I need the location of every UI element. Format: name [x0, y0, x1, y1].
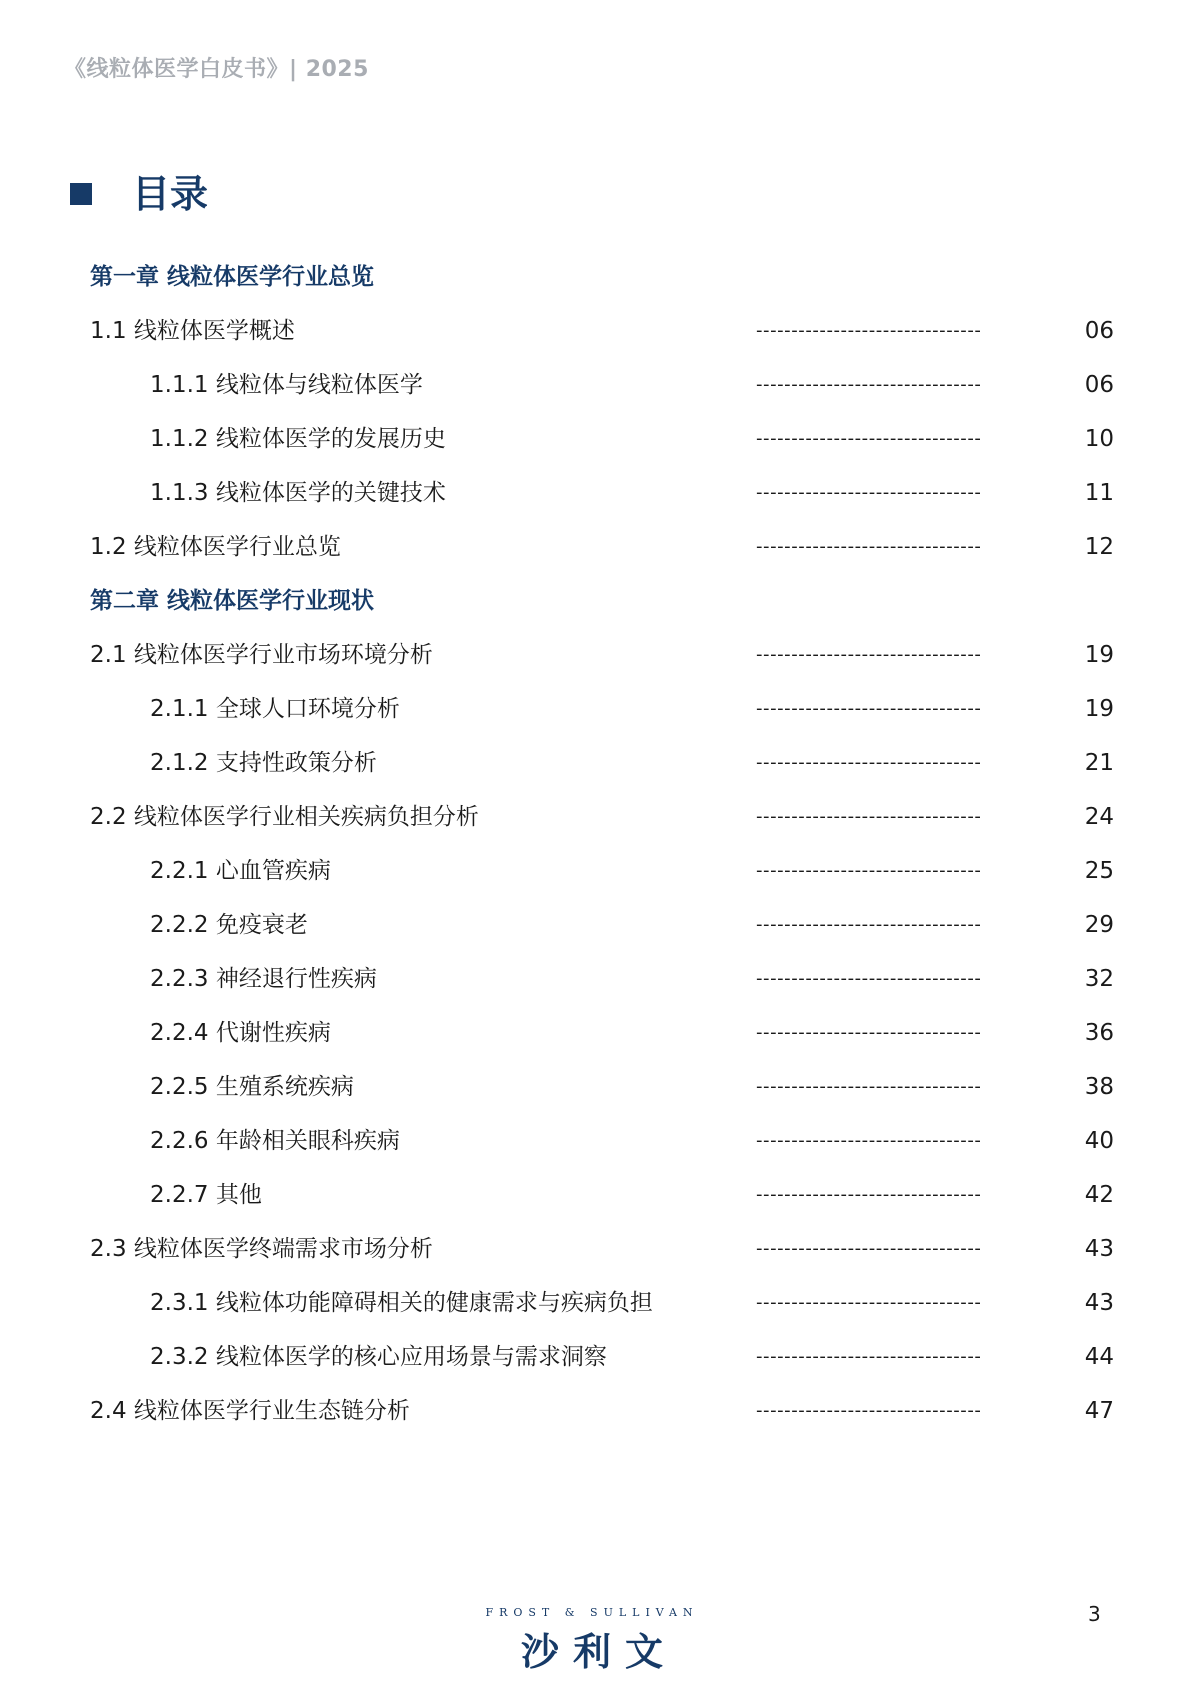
toc-leader-dashes: -------------------------------- [756, 698, 982, 719]
toc-entry-label: 1.1 线粒体医学概述 [90, 318, 295, 344]
toc-entry-label: 1.1.2 线粒体医学的发展历史 [150, 426, 446, 452]
toc-entry-label: 1.1.1 线粒体与线粒体医学 [150, 372, 423, 398]
toc-entry[interactable] [0, 1014, 1184, 1068]
toc-page-number: 44 [1084, 1344, 1114, 1370]
toc-page-number: 12 [1084, 534, 1114, 560]
toc-leader-dashes: -------------------------------- [756, 806, 982, 827]
toc-entry-label: 2.2 线粒体医学行业相关疾病负担分析 [90, 804, 479, 830]
toc-entry[interactable] [0, 1338, 1184, 1392]
toc-leader-dashes: -------------------------------- [756, 428, 982, 449]
toc-leader-dashes: -------------------------------- [756, 752, 982, 773]
square-bullet-icon [70, 183, 92, 205]
toc-entry[interactable] [0, 474, 1184, 528]
toc-entry-label: 1.1.3 线粒体医学的关键技术 [150, 480, 446, 506]
toc-leader-dashes: -------------------------------- [756, 320, 982, 341]
toc-entry-label: 2.3.1 线粒体功能障碍相关的健康需求与疾病负担 [150, 1290, 653, 1316]
toc-leader-dashes: -------------------------------- [756, 536, 982, 557]
toc-entry[interactable] [0, 1230, 1184, 1284]
toc-page-number: 29 [1084, 912, 1114, 938]
toc-page-number: 38 [1084, 1074, 1114, 1100]
toc-entry[interactable] [0, 1176, 1184, 1230]
toc-entry-label: 第一章 线粒体医学行业总览 [90, 264, 375, 290]
toc-page-number: 47 [1084, 1398, 1114, 1424]
toc-entry-label: 2.2.7 其他 [150, 1182, 262, 1208]
toc-entry-label: 1.2 线粒体医学行业总览 [90, 534, 341, 560]
toc-page-number: 43 [1084, 1290, 1114, 1316]
document-header: 《线粒体医学白皮书》| 2025 [64, 57, 369, 82]
toc-entry-label: 2.1.1 全球人口环境分析 [150, 696, 400, 722]
toc-chapter-heading[interactable] [0, 258, 1184, 312]
toc-entry[interactable] [0, 1392, 1184, 1446]
toc-leader-dashes: -------------------------------- [756, 1238, 982, 1259]
toc-entry[interactable] [0, 744, 1184, 798]
toc-entry[interactable] [0, 312, 1184, 366]
toc-leader-dashes: -------------------------------- [756, 1022, 982, 1043]
toc-page-number: 11 [1084, 480, 1114, 506]
toc-entry-label: 2.1 线粒体医学行业市场环境分析 [90, 642, 433, 668]
table-of-contents [0, 258, 1184, 1446]
logo-english-text: FROST & SULLIVAN [485, 1606, 699, 1619]
toc-entry-label: 2.4 线粒体医学行业生态链分析 [90, 1398, 410, 1424]
toc-leader-dashes: -------------------------------- [756, 1400, 982, 1421]
page-number: 3 [1088, 1602, 1101, 1626]
toc-page-number: 06 [1084, 372, 1114, 398]
toc-leader-dashes: -------------------------------- [756, 644, 982, 665]
toc-leader-dashes: -------------------------------- [756, 482, 982, 503]
toc-entry[interactable] [0, 906, 1184, 960]
toc-leader-dashes: -------------------------------- [756, 1292, 982, 1313]
logo-chinese-text: 沙利文 [520, 1630, 677, 1674]
toc-entry[interactable] [0, 528, 1184, 582]
toc-leader-dashes: -------------------------------- [756, 860, 982, 881]
page-title: 目录 [132, 172, 209, 216]
toc-leader-dashes: -------------------------------- [756, 1184, 982, 1205]
toc-entry-label: 第二章 线粒体医学行业现状 [90, 588, 375, 614]
toc-entry-label: 2.2.4 代谢性疾病 [150, 1020, 331, 1046]
toc-entry[interactable] [0, 366, 1184, 420]
toc-entry[interactable] [0, 636, 1184, 690]
toc-leader-dashes: -------------------------------- [756, 1346, 982, 1367]
toc-title-row [70, 172, 208, 216]
frost-sullivan-logo [0, 1606, 1184, 1676]
toc-page-number: 19 [1084, 642, 1114, 668]
toc-page-number: 36 [1084, 1020, 1114, 1046]
toc-entry[interactable] [0, 1122, 1184, 1176]
toc-entry-label: 2.1.2 支持性政策分析 [150, 750, 377, 776]
toc-page-number: 06 [1084, 318, 1114, 344]
toc-page-number: 32 [1084, 966, 1114, 992]
toc-entry-label: 2.2.5 生殖系统疾病 [150, 1074, 354, 1100]
toc-entry[interactable] [0, 1284, 1184, 1338]
toc-page-number: 19 [1084, 696, 1114, 722]
toc-entry[interactable] [0, 690, 1184, 744]
toc-entry[interactable] [0, 852, 1184, 906]
toc-entry[interactable] [0, 420, 1184, 474]
toc-entry-label: 2.2.3 神经退行性疾病 [150, 966, 377, 992]
toc-leader-dashes: -------------------------------- [756, 374, 982, 395]
toc-entry-label: 2.2.2 免疫衰老 [150, 912, 308, 938]
toc-page-number: 10 [1084, 426, 1114, 452]
toc-page-number: 25 [1084, 858, 1114, 884]
toc-page-number: 21 [1084, 750, 1114, 776]
toc-leader-dashes: -------------------------------- [756, 968, 982, 989]
toc-leader-dashes: -------------------------------- [756, 1076, 982, 1097]
toc-entry[interactable] [0, 960, 1184, 1014]
toc-entry[interactable] [0, 1068, 1184, 1122]
toc-leader-dashes: -------------------------------- [756, 914, 982, 935]
toc-page-number: 43 [1084, 1236, 1114, 1262]
toc-entry-label: 2.3.2 线粒体医学的核心应用场景与需求洞察 [150, 1344, 607, 1370]
toc-page-number: 24 [1084, 804, 1114, 830]
toc-entry-label: 2.3 线粒体医学终端需求市场分析 [90, 1236, 433, 1262]
toc-entry[interactable] [0, 798, 1184, 852]
toc-page-number: 40 [1084, 1128, 1114, 1154]
toc-chapter-heading[interactable] [0, 582, 1184, 636]
toc-leader-dashes: -------------------------------- [756, 1130, 982, 1151]
toc-entry-label: 2.2.1 心血管疾病 [150, 858, 331, 884]
toc-entry-label: 2.2.6 年龄相关眼科疾病 [150, 1128, 400, 1154]
toc-page-number: 42 [1084, 1182, 1114, 1208]
